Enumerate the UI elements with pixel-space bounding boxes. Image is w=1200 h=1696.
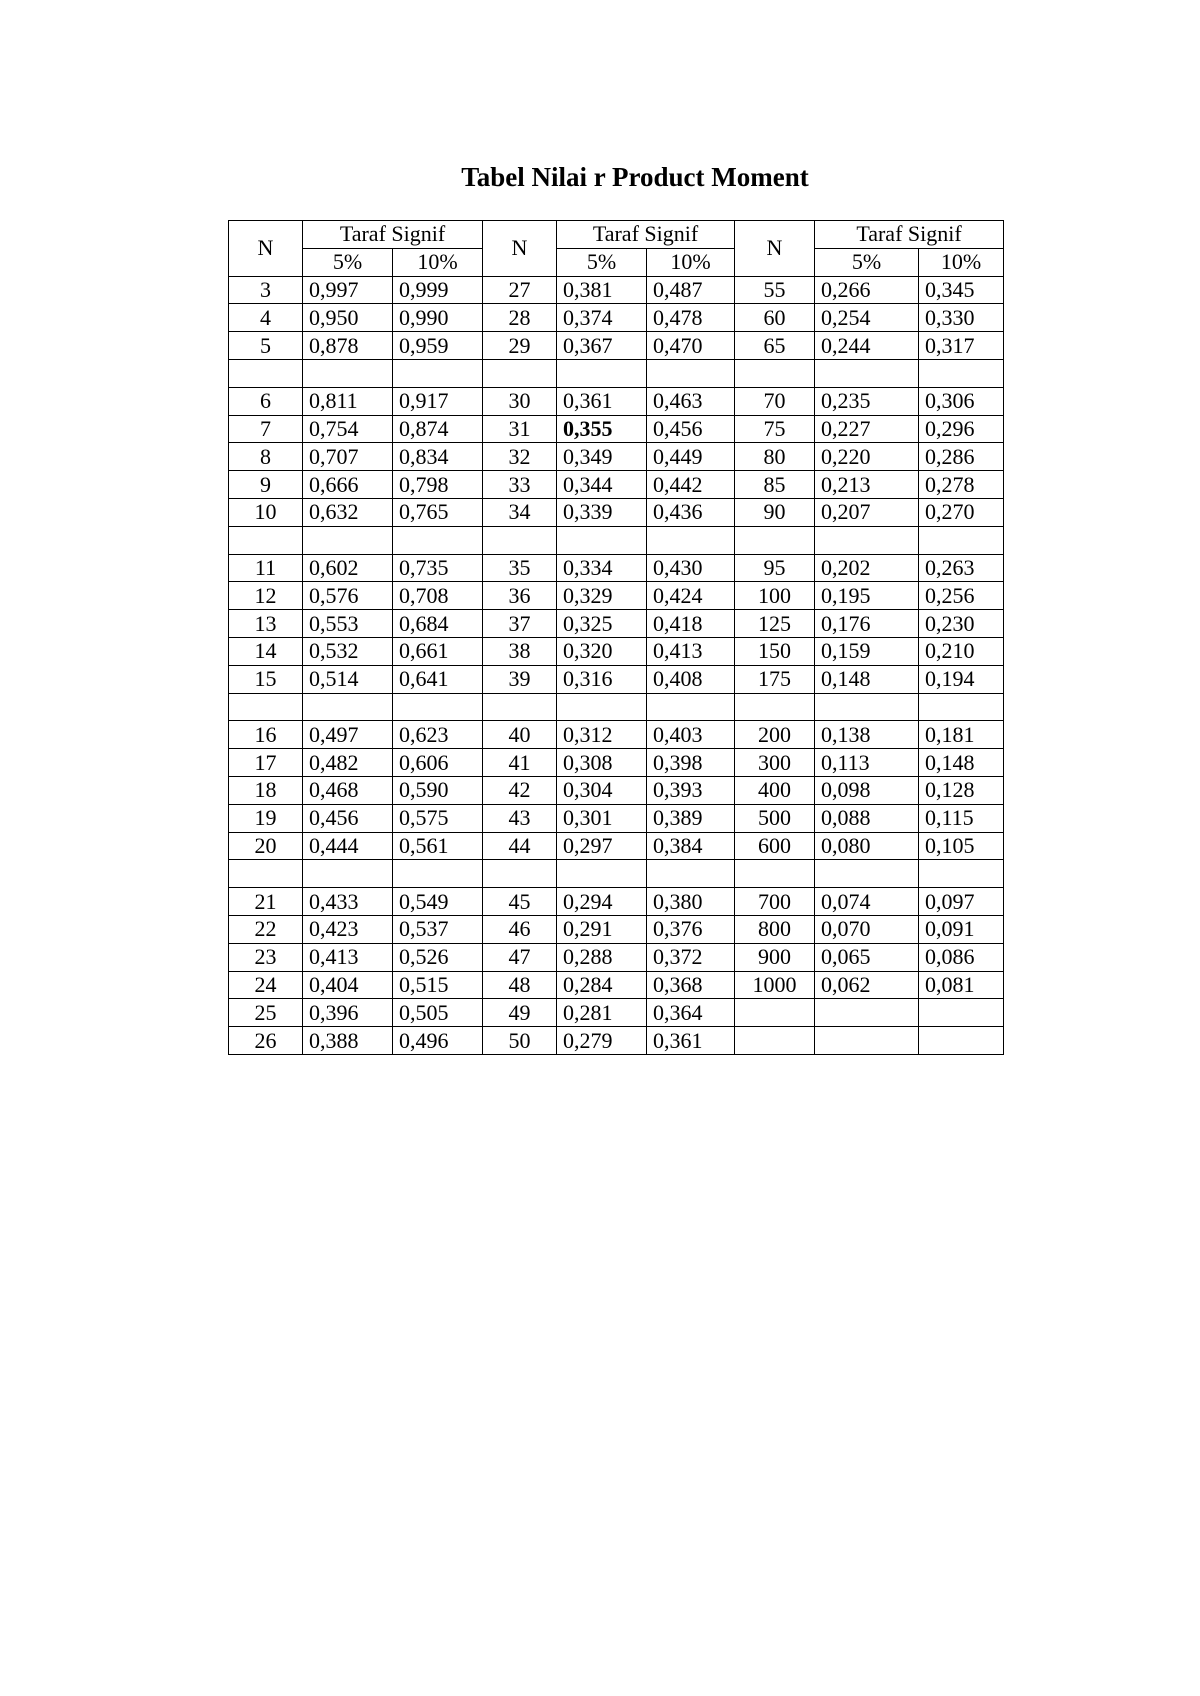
n-cell: 90: [735, 498, 815, 526]
n-cell: 35: [483, 554, 557, 582]
r-10pct-cell: 0,661: [393, 637, 483, 665]
table-row: [229, 332, 1004, 360]
n-cell: 45: [483, 888, 557, 916]
n-cell: 17: [229, 749, 303, 777]
r-10pct-cell: 0,874: [393, 415, 483, 443]
r-10pct-cell: [919, 999, 1004, 1027]
table-row: [229, 999, 1004, 1027]
n-cell: 60: [735, 304, 815, 332]
n-cell: 32: [483, 443, 557, 471]
r-5pct-cell: 0,388: [303, 1027, 393, 1055]
empty-cell: [735, 526, 815, 554]
r-10pct-cell: 0,345: [919, 276, 1004, 304]
r-10pct-cell: 0,194: [919, 665, 1004, 693]
r-5pct-cell: 0,374: [557, 304, 647, 332]
n-cell: 40: [483, 721, 557, 749]
r-5pct-cell: 0,176: [815, 610, 919, 638]
empty-cell: [735, 860, 815, 888]
r-10pct-cell: 0,230: [919, 610, 1004, 638]
n-cell: 19: [229, 804, 303, 832]
empty-cell: [815, 860, 919, 888]
n-cell: 3: [229, 276, 303, 304]
n-cell: 15: [229, 665, 303, 693]
empty-cell: [919, 693, 1004, 721]
r-5pct-cell: 0,320: [557, 637, 647, 665]
r-10pct-cell: 0,403: [647, 721, 735, 749]
empty-cell: [393, 860, 483, 888]
r-5pct-cell: 0,423: [303, 915, 393, 943]
r-10pct-cell: 0,708: [393, 582, 483, 610]
n-cell: 85: [735, 471, 815, 499]
n-cell: 21: [229, 888, 303, 916]
n-cell: 25: [229, 999, 303, 1027]
r-5pct-cell: 0,195: [815, 582, 919, 610]
r-5pct-cell: 0,288: [557, 943, 647, 971]
n-cell: 500: [735, 804, 815, 832]
n-cell: 11: [229, 554, 303, 582]
r-product-moment-table: [228, 220, 1004, 1055]
r-10pct-cell: 0,086: [919, 943, 1004, 971]
empty-cell: [557, 526, 647, 554]
r-5pct-cell: 0,707: [303, 443, 393, 471]
n-cell: 80: [735, 443, 815, 471]
empty-cell: [483, 693, 557, 721]
r-10pct-cell: 0,470: [647, 332, 735, 360]
empty-cell: [483, 860, 557, 888]
n-cell: 18: [229, 776, 303, 804]
header-row-bottom: [229, 248, 1004, 276]
n-cell: 100: [735, 582, 815, 610]
r-5pct-cell: 0,339: [557, 498, 647, 526]
empty-cell: [483, 526, 557, 554]
r-10pct-cell: 0,210: [919, 637, 1004, 665]
r-10pct-cell: 0,959: [393, 332, 483, 360]
r-10pct-cell: 0,148: [919, 749, 1004, 777]
empty-cell: [303, 359, 393, 387]
column-10pct-header-1: 10%: [393, 248, 483, 276]
empty-cell: [303, 860, 393, 888]
r-10pct-cell: 0,389: [647, 804, 735, 832]
r-5pct-cell: 0,553: [303, 610, 393, 638]
n-cell: 700: [735, 888, 815, 916]
n-cell: 27: [483, 276, 557, 304]
r-10pct-cell: 0,917: [393, 387, 483, 415]
r-10pct-cell: 0,296: [919, 415, 1004, 443]
r-10pct-cell: 0,368: [647, 971, 735, 999]
n-cell: 46: [483, 915, 557, 943]
r-5pct-cell: 0,304: [557, 776, 647, 804]
r-5pct-cell: 0,301: [557, 804, 647, 832]
empty-cell: [815, 526, 919, 554]
r-5pct-cell: 0,325: [557, 610, 647, 638]
r-5pct-cell: 0,878: [303, 332, 393, 360]
r-5pct-cell: 0,220: [815, 443, 919, 471]
r-10pct-cell: 0,505: [393, 999, 483, 1027]
empty-cell: [483, 359, 557, 387]
n-cell: 200: [735, 721, 815, 749]
r-5pct-cell: 0,070: [815, 915, 919, 943]
empty-cell: [229, 359, 303, 387]
r-5pct-cell: 0,080: [815, 832, 919, 860]
r-5pct-cell: 0,062: [815, 971, 919, 999]
r-10pct-cell: 0,430: [647, 554, 735, 582]
r-5pct-cell: 0,088: [815, 804, 919, 832]
n-cell: 95: [735, 554, 815, 582]
table-row: [229, 665, 1004, 693]
n-cell: 1000: [735, 971, 815, 999]
n-cell: [735, 999, 815, 1027]
r-10pct-cell: 0,424: [647, 582, 735, 610]
n-cell: 23: [229, 943, 303, 971]
n-cell: 6: [229, 387, 303, 415]
r-5pct-cell: 0,367: [557, 332, 647, 360]
r-5pct-cell: 0,413: [303, 943, 393, 971]
r-5pct-cell: [815, 1027, 919, 1055]
r-5pct-cell: 0,396: [303, 999, 393, 1027]
r-5pct-cell: 0,297: [557, 832, 647, 860]
r-10pct-cell: 0,270: [919, 498, 1004, 526]
column-10pct-header-2: 10%: [647, 248, 735, 276]
r-5pct-cell: 0,632: [303, 498, 393, 526]
table-row: [229, 943, 1004, 971]
r-10pct-cell: 0,306: [919, 387, 1004, 415]
r-10pct-cell: 0,372: [647, 943, 735, 971]
empty-cell: [815, 359, 919, 387]
table-row: [229, 971, 1004, 999]
r-5pct-cell: 0,997: [303, 276, 393, 304]
r-5pct-cell: 0,532: [303, 637, 393, 665]
r-5pct-cell: 0,281: [557, 999, 647, 1027]
empty-cell: [393, 359, 483, 387]
r-10pct-cell: 0,561: [393, 832, 483, 860]
table-row: [229, 610, 1004, 638]
r-10pct-cell: 0,449: [647, 443, 735, 471]
n-cell: 33: [483, 471, 557, 499]
r-10pct-cell: 0,575: [393, 804, 483, 832]
r-5pct-cell: 0,381: [557, 276, 647, 304]
table-row: [229, 832, 1004, 860]
empty-cell: [735, 359, 815, 387]
n-cell: 30: [483, 387, 557, 415]
r-5pct-cell: 0,576: [303, 582, 393, 610]
n-cell: 29: [483, 332, 557, 360]
taraf-signif-header-3: Taraf Signif: [815, 221, 1004, 249]
r-10pct-cell: 0,990: [393, 304, 483, 332]
r-5pct-cell: 0,316: [557, 665, 647, 693]
r-5pct-cell: 0,514: [303, 665, 393, 693]
column-5pct-header-1: 5%: [303, 248, 393, 276]
r-10pct-cell: 0,765: [393, 498, 483, 526]
r-5pct-cell: 0,754: [303, 415, 393, 443]
table-row: [229, 915, 1004, 943]
n-cell: 37: [483, 610, 557, 638]
n-cell: 400: [735, 776, 815, 804]
r-5pct-cell: 0,159: [815, 637, 919, 665]
n-cell: 36: [483, 582, 557, 610]
r-10pct-cell: 0,606: [393, 749, 483, 777]
r-5pct-cell: 0,148: [815, 665, 919, 693]
n-cell: 42: [483, 776, 557, 804]
r-5pct-cell: 0,308: [557, 749, 647, 777]
r-5pct-cell: 0,202: [815, 554, 919, 582]
r-10pct-cell: 0,081: [919, 971, 1004, 999]
r-5pct-cell: 0,404: [303, 971, 393, 999]
r-5pct-cell: 0,666: [303, 471, 393, 499]
table-row: [229, 888, 1004, 916]
n-cell: 13: [229, 610, 303, 638]
empty-cell: [229, 693, 303, 721]
r-10pct-cell: 0,463: [647, 387, 735, 415]
r-10pct-cell: 0,526: [393, 943, 483, 971]
r-10pct-cell: 0,128: [919, 776, 1004, 804]
r-10pct-cell: 0,413: [647, 637, 735, 665]
empty-cell: [919, 359, 1004, 387]
spacer-row: [229, 526, 1004, 554]
r-5pct-cell: 0,244: [815, 332, 919, 360]
r-5pct-cell: 0,284: [557, 971, 647, 999]
r-10pct-cell: 0,364: [647, 999, 735, 1027]
r-10pct-cell: 0,549: [393, 888, 483, 916]
r-5pct-cell: 0,074: [815, 888, 919, 916]
r-10pct-cell: 0,376: [647, 915, 735, 943]
empty-cell: [647, 359, 735, 387]
r-5pct-cell: 0,433: [303, 888, 393, 916]
n-cell: 75: [735, 415, 815, 443]
r-10pct-cell: 0,317: [919, 332, 1004, 360]
empty-cell: [647, 693, 735, 721]
r-10pct-cell: 0,623: [393, 721, 483, 749]
table-row: [229, 554, 1004, 582]
r-10pct-cell: 0,487: [647, 276, 735, 304]
taraf-signif-header-2: Taraf Signif: [557, 221, 735, 249]
table-row: [229, 443, 1004, 471]
r-10pct-cell: 0,398: [647, 749, 735, 777]
r-5pct-cell: 0,207: [815, 498, 919, 526]
r-10pct-cell: 0,478: [647, 304, 735, 332]
n-cell: 49: [483, 999, 557, 1027]
r-5pct-cell: [815, 999, 919, 1027]
r-5pct-cell: 0,811: [303, 387, 393, 415]
r-10pct-cell: 0,735: [393, 554, 483, 582]
n-cell: 39: [483, 665, 557, 693]
r-5pct-cell: 0,355: [557, 415, 647, 443]
r-10pct-cell: [919, 1027, 1004, 1055]
empty-cell: [815, 693, 919, 721]
r-5pct-cell: 0,113: [815, 749, 919, 777]
r-10pct-cell: 0,436: [647, 498, 735, 526]
table-body: [229, 276, 1004, 1054]
r-10pct-cell: 0,641: [393, 665, 483, 693]
empty-cell: [919, 860, 1004, 888]
r-5pct-cell: 0,291: [557, 915, 647, 943]
n-cell: 7: [229, 415, 303, 443]
table-row: [229, 498, 1004, 526]
r-10pct-cell: 0,380: [647, 888, 735, 916]
r-10pct-cell: 0,091: [919, 915, 1004, 943]
n-cell: 38: [483, 637, 557, 665]
table-row: [229, 776, 1004, 804]
r-10pct-cell: 0,105: [919, 832, 1004, 860]
r-5pct-cell: 0,266: [815, 276, 919, 304]
table-row: [229, 387, 1004, 415]
r-5pct-cell: 0,344: [557, 471, 647, 499]
r-10pct-cell: 0,456: [647, 415, 735, 443]
header-row-top: [229, 221, 1004, 249]
r-5pct-cell: 0,334: [557, 554, 647, 582]
empty-cell: [229, 526, 303, 554]
n-cell: 300: [735, 749, 815, 777]
n-cell: 12: [229, 582, 303, 610]
r-10pct-cell: 0,537: [393, 915, 483, 943]
taraf-signif-header-1: Taraf Signif: [303, 221, 483, 249]
n-cell: 26: [229, 1027, 303, 1055]
r-10pct-cell: 0,418: [647, 610, 735, 638]
empty-cell: [735, 693, 815, 721]
r-10pct-cell: 0,361: [647, 1027, 735, 1055]
empty-cell: [303, 693, 393, 721]
n-cell: 150: [735, 637, 815, 665]
empty-cell: [303, 526, 393, 554]
n-cell: 55: [735, 276, 815, 304]
r-10pct-cell: 0,097: [919, 888, 1004, 916]
r-5pct-cell: 0,098: [815, 776, 919, 804]
r-5pct-cell: 0,482: [303, 749, 393, 777]
table-row: [229, 749, 1004, 777]
r-5pct-cell: 0,602: [303, 554, 393, 582]
r-10pct-cell: 0,263: [919, 554, 1004, 582]
r-10pct-cell: 0,330: [919, 304, 1004, 332]
table-row: [229, 1027, 1004, 1055]
r-5pct-cell: 0,329: [557, 582, 647, 610]
empty-cell: [647, 526, 735, 554]
n-cell: 4: [229, 304, 303, 332]
r-5pct-cell: 0,138: [815, 721, 919, 749]
table-row: [229, 276, 1004, 304]
r-5pct-cell: 0,456: [303, 804, 393, 832]
r-5pct-cell: 0,213: [815, 471, 919, 499]
r-5pct-cell: 0,468: [303, 776, 393, 804]
r-10pct-cell: 0,496: [393, 1027, 483, 1055]
empty-cell: [229, 860, 303, 888]
n-cell: 125: [735, 610, 815, 638]
table-row: [229, 721, 1004, 749]
n-cell: 800: [735, 915, 815, 943]
n-cell: 900: [735, 943, 815, 971]
n-cell: 70: [735, 387, 815, 415]
column-n-header-2: N: [483, 221, 557, 277]
empty-cell: [647, 860, 735, 888]
n-cell: 8: [229, 443, 303, 471]
r-5pct-cell: 0,361: [557, 387, 647, 415]
r-10pct-cell: 0,256: [919, 582, 1004, 610]
r-5pct-cell: 0,279: [557, 1027, 647, 1055]
column-n-header-1: N: [229, 221, 303, 277]
n-cell: 24: [229, 971, 303, 999]
spacer-row: [229, 359, 1004, 387]
empty-cell: [557, 359, 647, 387]
r-10pct-cell: 0,515: [393, 971, 483, 999]
r-10pct-cell: 0,442: [647, 471, 735, 499]
column-5pct-header-2: 5%: [557, 248, 647, 276]
r-10pct-cell: 0,115: [919, 804, 1004, 832]
table-row: [229, 804, 1004, 832]
n-cell: 65: [735, 332, 815, 360]
table-header: [229, 221, 1004, 277]
r-10pct-cell: 0,286: [919, 443, 1004, 471]
r-10pct-cell: 0,384: [647, 832, 735, 860]
n-cell: 9: [229, 471, 303, 499]
r-5pct-cell: 0,254: [815, 304, 919, 332]
table-row: [229, 471, 1004, 499]
empty-cell: [393, 526, 483, 554]
spacer-row: [229, 860, 1004, 888]
n-cell: 43: [483, 804, 557, 832]
r-10pct-cell: 0,834: [393, 443, 483, 471]
spacer-row: [229, 693, 1004, 721]
n-cell: 20: [229, 832, 303, 860]
empty-cell: [557, 693, 647, 721]
n-cell: 22: [229, 915, 303, 943]
r-5pct-cell: 0,065: [815, 943, 919, 971]
r-10pct-cell: 0,393: [647, 776, 735, 804]
n-cell: 31: [483, 415, 557, 443]
empty-cell: [919, 526, 1004, 554]
r-5pct-cell: 0,349: [557, 443, 647, 471]
n-cell: 600: [735, 832, 815, 860]
r-5pct-cell: 0,950: [303, 304, 393, 332]
empty-cell: [393, 693, 483, 721]
n-cell: 28: [483, 304, 557, 332]
r-5pct-cell: 0,235: [815, 387, 919, 415]
column-10pct-header-3: 10%: [919, 248, 1004, 276]
n-cell: 47: [483, 943, 557, 971]
page-title: Tabel Nilai r Product Moment: [461, 162, 809, 192]
r-10pct-cell: 0,684: [393, 610, 483, 638]
r-5pct-cell: 0,444: [303, 832, 393, 860]
column-n-header-3: N: [735, 221, 815, 277]
r-10pct-cell: 0,408: [647, 665, 735, 693]
n-cell: 50: [483, 1027, 557, 1055]
table-row: [229, 637, 1004, 665]
n-cell: 44: [483, 832, 557, 860]
n-cell: 41: [483, 749, 557, 777]
r-10pct-cell: 0,181: [919, 721, 1004, 749]
r-5pct-cell: 0,497: [303, 721, 393, 749]
column-5pct-header-3: 5%: [815, 248, 919, 276]
table-row: [229, 415, 1004, 443]
table-row: [229, 304, 1004, 332]
r-10pct-cell: 0,999: [393, 276, 483, 304]
n-cell: 5: [229, 332, 303, 360]
n-cell: 16: [229, 721, 303, 749]
n-cell: 48: [483, 971, 557, 999]
r-5pct-cell: 0,294: [557, 888, 647, 916]
table-row: [229, 582, 1004, 610]
n-cell: 175: [735, 665, 815, 693]
n-cell: 14: [229, 637, 303, 665]
r-10pct-cell: 0,278: [919, 471, 1004, 499]
r-10pct-cell: 0,590: [393, 776, 483, 804]
n-cell: 10: [229, 498, 303, 526]
n-cell: 34: [483, 498, 557, 526]
empty-cell: [557, 860, 647, 888]
r-5pct-cell: 0,312: [557, 721, 647, 749]
r-5pct-cell: 0,227: [815, 415, 919, 443]
r-10pct-cell: 0,798: [393, 471, 483, 499]
n-cell: [735, 1027, 815, 1055]
